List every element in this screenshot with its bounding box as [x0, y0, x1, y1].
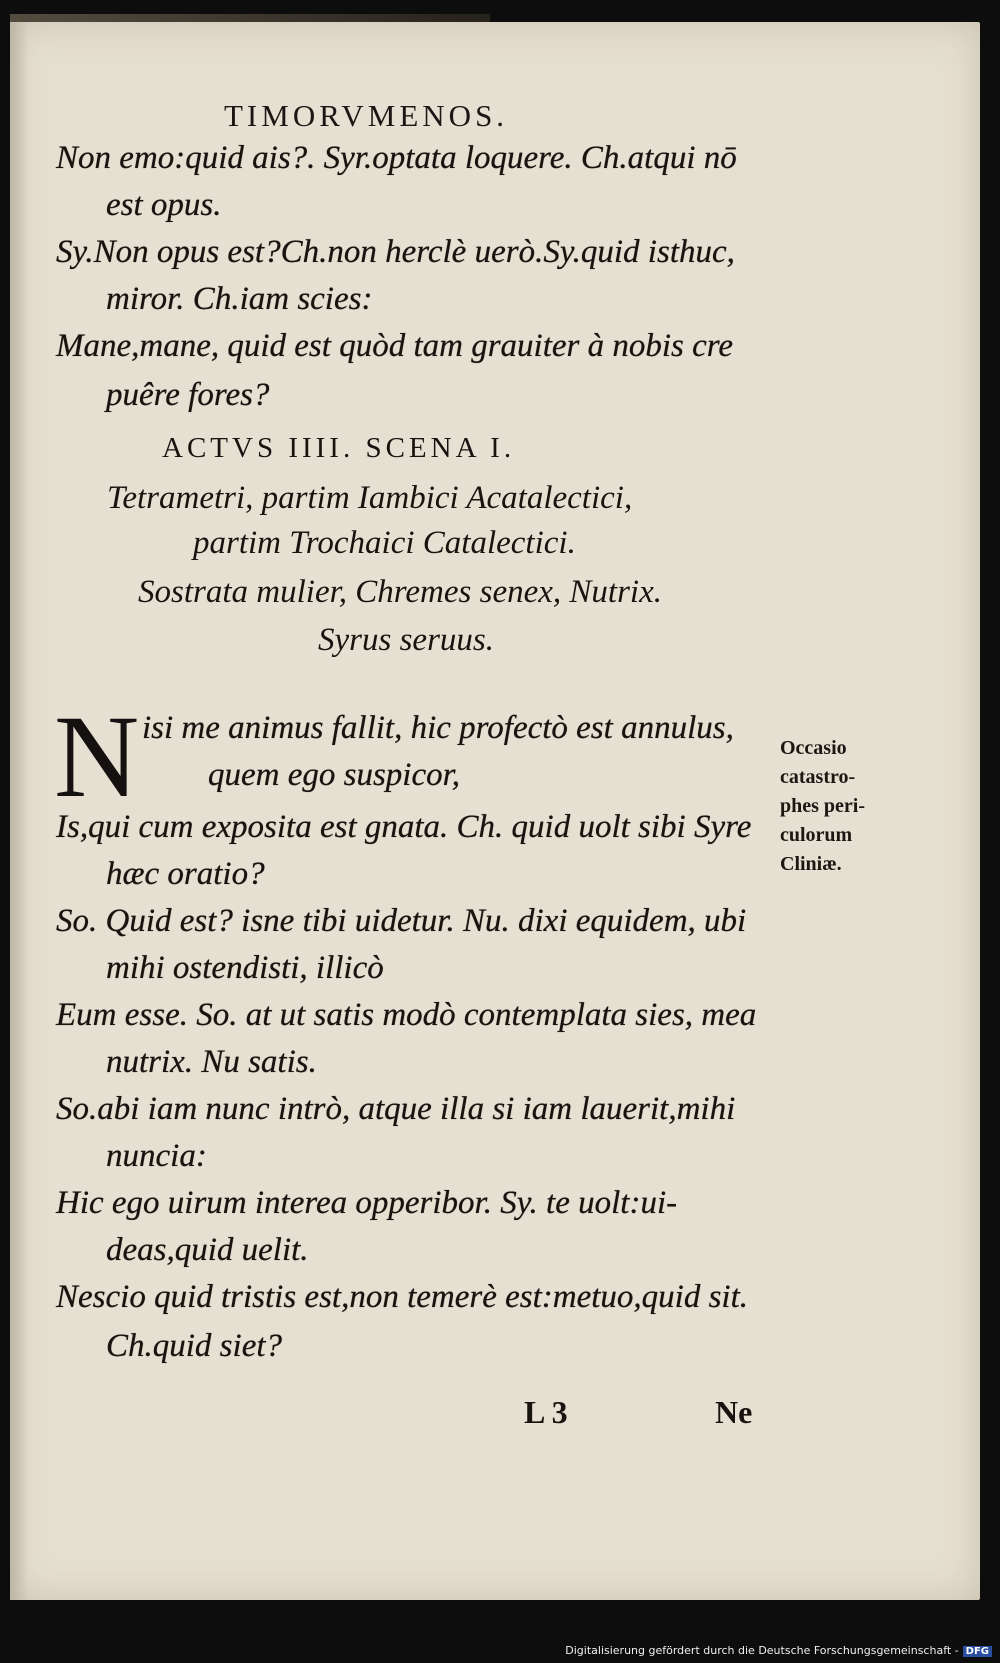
text-line: nuncia: [106, 1138, 207, 1174]
text-line: So.abi iam nunc intrò, atque illa si iam lauerit,mihi [56, 1091, 736, 1127]
text-line: puêre fores? [106, 377, 270, 413]
catchword: Ne [715, 1394, 753, 1430]
dfg-logo-icon: DFG [963, 1646, 992, 1657]
text-line: Nescio quid tristis est,non temerè est:metuo,quid sit. [56, 1279, 749, 1315]
marginal-note-line: Cliniæ. [780, 853, 842, 875]
page-gutter [10, 22, 28, 1600]
act-heading: ACTVS IIII. SCENA I. [162, 432, 516, 464]
marginal-note [780, 734, 910, 879]
text-line: hæc oratio? [106, 856, 265, 892]
text-line: Mane,mane, quid est quòd tam grauiter à nobis cre [56, 328, 734, 364]
marginal-note-line: culorum [780, 824, 853, 846]
running-head: TIMORVMENOS. [224, 98, 509, 133]
marginal-note-line: catastro- [780, 766, 856, 788]
metre-line-2: partim Trochaici Catalectici. [193, 525, 576, 561]
text-line: Non emo:quid ais?. Syr.optata loquere. Ch.atqui nō [56, 140, 737, 176]
text-line-first: isi me animus fallit, hic profectò est annulus, [142, 710, 734, 746]
signature-mark: L 3 [524, 1394, 568, 1430]
text-line: Sy.Non opus est?Ch.non herclè uerò.Sy.quid isthuc, [56, 234, 735, 270]
text-line: est opus. [106, 187, 222, 223]
credit-text: Digitalisierung gefördert durch die Deutsche Forschungsgemeinschaft - [565, 1644, 959, 1657]
text-line: nutrix. Nu satis. [106, 1044, 317, 1080]
dramatis-personae-1: Sostrata mulier, Chremes senex, Nutrix. [138, 574, 662, 610]
digitization-credit [565, 1644, 992, 1657]
text-line: Is,qui cum exposita est gnata. Ch. quid uolt sibi Syre [56, 809, 752, 845]
text-line: Hic ego uirum interea opperibor. Sy. te uolt:ui- [56, 1185, 678, 1221]
text-line: So. Quid est? isne tibi uidetur. Nu. dixi equidem, ubi [56, 903, 747, 939]
text-line: miror. Ch.iam scies: [106, 281, 373, 317]
text-line: deas,quid uelit. [106, 1232, 309, 1268]
marginal-note-line: phes peri- [780, 795, 865, 817]
metre-line-1: Tetrametri, partim Iambici Acatalectici, [107, 480, 633, 516]
text-line: mihi ostendisti, illicò [106, 950, 384, 986]
text-line: Eum esse. So. at ut satis modò contemplata sies, mea [56, 997, 757, 1033]
book-page [10, 22, 980, 1600]
dramatis-personae-2: Syrus seruus. [318, 622, 495, 658]
text-line-second: quem ego suspicor, [208, 757, 461, 793]
text-line: Ch.quid siet? [106, 1328, 283, 1364]
drop-cap: N [54, 691, 140, 822]
marginal-note-line: Occasio [780, 737, 847, 759]
